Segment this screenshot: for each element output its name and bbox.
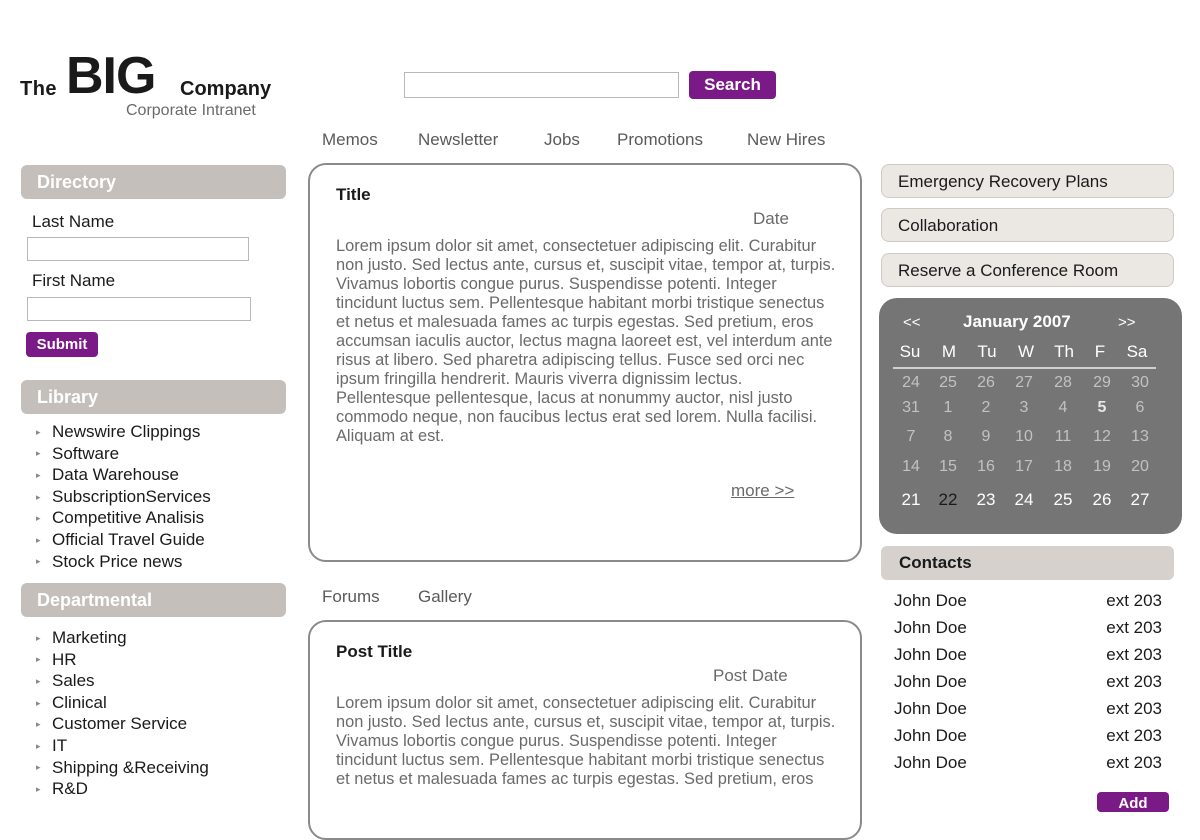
nav-promotions[interactable]: Promotions (617, 130, 703, 149)
calendar-day[interactable]: 31 (902, 399, 920, 416)
departmental-item[interactable]: ▸ Sales (36, 670, 209, 692)
departmental-item[interactable]: ▸ Marketing (36, 627, 209, 649)
post-body: Lorem ipsum dolor sit amet, consectetuer adipiscing elit. Curabitur non justo. Sed lectus ante, cursus et, suscipit vitae, tempor at, turpis. Vivamus lobortis congue purus. Suspendisse potenti. Integer tincidunt luctus sem. Pellentesque habitant morbi tristique senectus et netus et malesuada fames ac turpis egestas. Sed pretium, eros (336, 694, 836, 788)
weekday-label: M (941, 342, 957, 361)
calendar (879, 298, 1182, 534)
contact-extension: ext 203 (1106, 672, 1162, 691)
bullet-icon: ▸ (36, 469, 41, 480)
contact-row[interactable] (894, 672, 1162, 698)
library-header: Library (21, 380, 286, 414)
collaboration-button[interactable]: Collaboration (881, 208, 1174, 242)
calendar-day[interactable]: 24 (1014, 490, 1034, 509)
last-name-label: Last Name (32, 212, 115, 231)
contact-name: John Doe (894, 672, 967, 691)
contact-extension: ext 203 (1106, 591, 1162, 610)
company-logo (20, 47, 290, 124)
library-list (36, 421, 211, 572)
departmental-header: Departmental (21, 583, 286, 617)
bullet-icon: ▸ (36, 426, 41, 437)
calendar-day[interactable]: 20 (1131, 458, 1149, 475)
bullet-icon: ▸ (36, 534, 41, 545)
emergency-recovery-plans-button[interactable]: Emergency Recovery Plans (881, 164, 1174, 198)
weekday-label: Sa (1126, 342, 1148, 361)
calendar-day[interactable]: 25 (939, 374, 957, 391)
library-item[interactable]: ▸ Newswire Clippings (36, 421, 211, 443)
calendar-day[interactable]: 29 (1093, 374, 1111, 391)
contacts-header: Contacts (881, 546, 1174, 580)
calendar-next-button[interactable]: >> (1118, 314, 1136, 331)
weekday-label: F (1094, 342, 1106, 361)
departmental-item[interactable]: ▸ Customer Service (36, 713, 209, 735)
logo-the: The (20, 78, 58, 100)
submit-button[interactable]: Submit (26, 332, 98, 357)
calendar-day[interactable]: 2 (981, 399, 991, 416)
contact-row[interactable] (894, 645, 1162, 671)
calendar-day[interactable]: 25 (1053, 490, 1073, 509)
article-panel (308, 163, 862, 562)
bullet-icon: ▸ (36, 740, 41, 751)
first-name-label: First Name (32, 271, 116, 290)
calendar-day[interactable]: 13 (1131, 428, 1149, 445)
bullet-icon: ▸ (36, 762, 41, 773)
calendar-divider (893, 367, 1156, 369)
weekday-label: Tu (977, 342, 997, 361)
logo-subtitle: Corporate Intranet (126, 102, 256, 119)
contact-row[interactable] (894, 753, 1162, 779)
calendar-day[interactable]: 30 (1131, 374, 1149, 391)
contact-extension: ext 203 (1106, 753, 1162, 772)
calendar-day[interactable]: 16 (977, 458, 995, 475)
contact-row[interactable] (894, 699, 1162, 725)
article-body: Lorem ipsum dolor sit amet, consectetuer adipiscing elit. Curabitur non justo. Sed lectus ante, cursus et, suscipit vitae, tempor at, turpis. Vivamus lobortis congue purus. Suspendisse potenti. Integer tincidunt luctus sem. Pellentesque habitant morbi tristique senectus et netus et malesuada fames ac turpis egestas. Sed pretium, eros accumsan iaculis auctor, lectus magna laoreet est, vel interdum ante risus at libero. Sed pharetra adipiscing tellus. Fusce sed orci nec ipsum fringilla hendrerit. Mauris viverra dignissim lectus. Pellentesque pellentesque, lacus at nonummy auctor, nisl justo commodo neque, non faucibus lectus erat sed lorem. Nulla facilisi. Aliquam at est. (336, 237, 836, 445)
library-item[interactable]: ▸ Competitive Analisis (36, 507, 211, 529)
calendar-day[interactable]: 11 (1054, 428, 1072, 445)
nav-new-hires[interactable]: New Hires (747, 130, 826, 149)
calendar-day[interactable]: 23 (976, 490, 996, 509)
contact-name: John Doe (894, 618, 967, 637)
weekday-label: W (1017, 342, 1035, 361)
calendar-day[interactable]: 10 (1015, 428, 1033, 445)
more-link[interactable]: more >> (731, 481, 795, 500)
departmental-item[interactable]: ▸ Shipping &Receiving (36, 757, 209, 779)
calendar-title: January 2007 (963, 312, 1071, 331)
calendar-day[interactable]: 24 (902, 374, 920, 391)
contact-extension: ext 203 (1106, 618, 1162, 637)
tab-gallery[interactable]: Gallery (418, 587, 472, 606)
tab-forums[interactable]: Forums (322, 587, 380, 606)
calendar-day[interactable]: 1 (943, 399, 953, 416)
last-name-field[interactable] (27, 237, 249, 261)
calendar-day[interactable]: 17 (1015, 458, 1033, 475)
search-input[interactable] (404, 72, 679, 98)
bullet-icon: ▸ (36, 632, 41, 643)
weekday-label: Su (899, 342, 921, 361)
contact-name: John Doe (894, 726, 967, 745)
bullet-icon: ▸ (36, 654, 41, 665)
departmental-item[interactable]: ▸ IT (36, 735, 209, 757)
logo-company: Company (180, 78, 272, 100)
departmental-item[interactable]: ▸ HR (36, 649, 209, 671)
calendar-day[interactable]: 9 (981, 428, 991, 445)
departmental-list (36, 627, 209, 800)
nav-newsletter[interactable]: Newsletter (418, 130, 499, 149)
calendar-day[interactable]: 8 (943, 428, 953, 445)
post-date: Post Date (713, 666, 788, 685)
departmental-item[interactable]: ▸ R&D (36, 778, 209, 800)
calendar-day[interactable]: 14 (902, 458, 920, 475)
calendar-day[interactable]: 27 (1015, 374, 1033, 391)
contact-name: John Doe (894, 699, 967, 718)
calendar-day[interactable]: 28 (1054, 374, 1072, 391)
bullet-icon: ▸ (36, 675, 41, 686)
add-contact-button[interactable]: Add (1097, 792, 1169, 812)
departmental-item[interactable]: ▸ Clinical (36, 692, 209, 714)
contact-row[interactable] (894, 591, 1162, 617)
reserve-conference-room-button[interactable]: Reserve a Conference Room (881, 253, 1174, 287)
bullet-icon: ▸ (36, 556, 41, 567)
contact-extension: ext 203 (1106, 645, 1162, 664)
calendar-day[interactable]: 3 (1019, 399, 1029, 416)
nav-jobs[interactable]: Jobs (544, 130, 580, 149)
calendar-day[interactable]: 26 (977, 374, 995, 391)
article-title: Title (336, 185, 371, 204)
bullet-icon: ▸ (36, 513, 41, 524)
calendar-day[interactable]: 7 (906, 428, 916, 445)
contact-row[interactable] (894, 618, 1162, 644)
contact-row[interactable] (894, 726, 1162, 752)
search-button[interactable]: Search (689, 71, 776, 99)
library-item[interactable]: ▸ Data Warehouse (36, 464, 211, 486)
weekday-label: Th (1054, 342, 1074, 361)
calendar-day[interactable]: 12 (1093, 428, 1111, 445)
calendar-day[interactable]: 6 (1135, 399, 1145, 416)
post-title: Post Title (336, 642, 413, 661)
contact-name: John Doe (894, 645, 967, 664)
calendar-day[interactable]: 26 (1092, 490, 1112, 509)
library-item[interactable]: ▸ Stock Price news (36, 551, 211, 573)
calendar-day[interactable]: 21 (901, 490, 921, 509)
library-item[interactable]: ▸ Official Travel Guide (36, 529, 211, 551)
calendar-day[interactable]: 22 (938, 490, 958, 509)
article-date: Date (753, 209, 789, 228)
calendar-prev-button[interactable]: << (903, 314, 921, 331)
bullet-icon: ▸ (36, 448, 41, 459)
calendar-day[interactable]: 27 (1130, 490, 1150, 509)
post-panel (308, 620, 862, 840)
directory-header: Directory (21, 165, 286, 199)
bullet-icon: ▸ (36, 491, 41, 502)
library-item[interactable]: ▸ SubscriptionServices (36, 486, 211, 508)
calendar-day[interactable]: 4 (1058, 399, 1068, 416)
nav-memos[interactable]: Memos (322, 130, 378, 149)
bullet-icon: ▸ (36, 783, 41, 794)
contact-name: John Doe (894, 591, 967, 610)
library-item[interactable]: ▸ Software (36, 443, 211, 465)
calendar-day[interactable]: 19 (1093, 458, 1111, 475)
bullet-icon: ▸ (36, 719, 41, 730)
bullet-icon: ▸ (36, 697, 41, 708)
calendar-day[interactable]: 18 (1054, 458, 1072, 475)
contact-extension: ext 203 (1106, 726, 1162, 745)
calendar-day[interactable]: 5 (1097, 399, 1107, 416)
contact-extension: ext 203 (1106, 699, 1162, 718)
first-name-field[interactable] (27, 297, 251, 321)
contact-name: John Doe (894, 753, 967, 772)
logo-big: BIG (66, 47, 156, 105)
calendar-day[interactable]: 15 (939, 458, 957, 475)
